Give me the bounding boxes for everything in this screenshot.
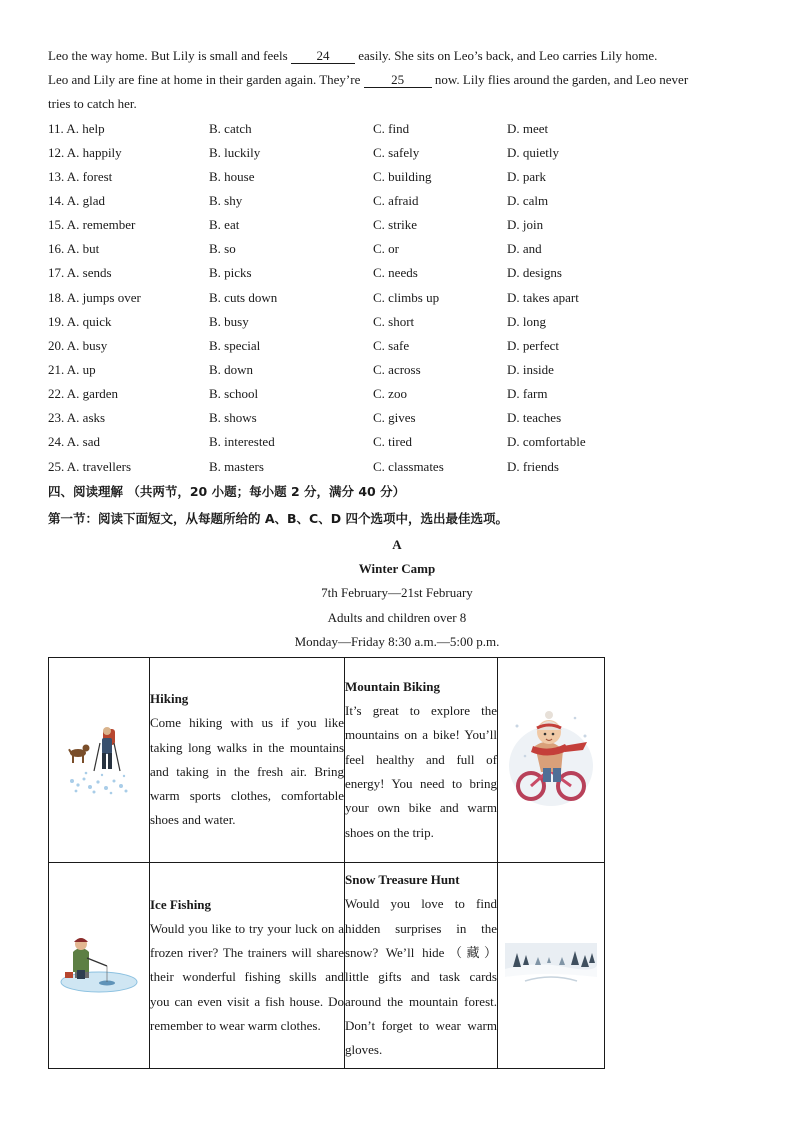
question-row (48, 459, 748, 475)
question-row (48, 410, 748, 426)
hiking-cell (150, 658, 345, 863)
option-c: C. tired (373, 434, 412, 449)
option-d: D. perfect (507, 338, 559, 353)
option-c: C. classmates (373, 459, 444, 474)
option-c: C. building (373, 169, 432, 184)
fishing-image-cell (49, 863, 150, 1069)
option-b: B. house (209, 169, 255, 184)
option-a: 12. A. happily (48, 145, 122, 160)
section-heading: 四、阅读理解 （共两节，20 小题；每小题 2 分，满分 40 分） (48, 484, 406, 499)
option-b: B. picks (209, 265, 252, 280)
passage-text: easily. She sits on Leo’s back, and Leo carries Lily home. (354, 48, 658, 63)
option-d: D. inside (507, 362, 554, 377)
passage-text: now. Lily flies around the garden, and Leo never (431, 72, 689, 87)
option-d: D. designs (507, 265, 562, 280)
option-c: C. find (373, 121, 410, 136)
option-b: B. eat (209, 217, 240, 232)
option-c: C. climbs up (373, 290, 440, 305)
option-b: B. masters (209, 459, 264, 474)
option-c: C. across (373, 362, 421, 377)
option-c: C. zoo (373, 386, 407, 401)
table-row (49, 863, 605, 1069)
hiking-image-cell (49, 658, 150, 863)
hunt-body: Would you love to find hidden surprises in the snow? We’ll hide（藏）little gifts and task cards around the mountain forest. Don’t forget to wear warm gloves. (345, 896, 497, 1058)
fishing-body: Would you like to try your luck on a frozen river? The trainers will share their wonderful fishing skills and you can even visit a fish house. Do remember to wear warm clothes. (150, 920, 344, 1033)
child-on-bike-icon (505, 706, 597, 810)
camp-audience: Adults and children over 8 (327, 610, 467, 625)
option-d: D. teaches (507, 410, 562, 425)
question-row (48, 434, 748, 450)
option-d: D. calm (507, 193, 549, 208)
option-a: 11. A. help (48, 121, 105, 136)
option-b: B. school (209, 386, 259, 401)
option-d: D. farm (507, 386, 548, 401)
activities-table (48, 657, 605, 1069)
table-row (49, 658, 605, 863)
biking-image-cell (498, 658, 605, 863)
option-c: C. or (373, 241, 399, 256)
option-d: D. park (507, 169, 546, 184)
question-row (48, 121, 748, 137)
option-c: C. safely (373, 145, 420, 160)
option-b: B. busy (209, 314, 249, 329)
option-c: C. needs (373, 265, 418, 280)
passage-line-2 (48, 72, 688, 88)
option-d: D. meet (507, 121, 549, 136)
hunt-image-cell (498, 863, 605, 1069)
option-c: C. safe (373, 338, 410, 353)
option-c: C. afraid (373, 193, 419, 208)
option-d: D. and (507, 241, 542, 256)
question-row (48, 145, 748, 161)
option-a: 21. A. up (48, 362, 96, 377)
option-b: B. down (209, 362, 254, 377)
blank-25: 25 (364, 73, 432, 88)
question-row (48, 386, 748, 402)
hunt-title: Snow Treasure Hunt (345, 872, 460, 888)
option-a: 17. A. sends (48, 265, 112, 280)
passage-text: Leo and Lily are fine at home in their garden again. They’re (48, 72, 364, 87)
option-d: D. friends (507, 459, 559, 474)
option-b: B. luckily (209, 145, 261, 160)
question-row (48, 265, 748, 281)
option-a: 16. A. but (48, 241, 100, 256)
article-title: Winter Camp (358, 561, 436, 576)
option-b: B. shows (209, 410, 257, 425)
option-b: B. interested (209, 434, 275, 449)
question-row (48, 169, 748, 185)
question-row (48, 217, 748, 233)
article-letter: A (392, 537, 402, 552)
option-d: D. comfortable (507, 434, 586, 449)
option-a: 24. A. sad (48, 434, 100, 449)
option-d: D. quietly (507, 145, 559, 160)
ice-fisher-icon (57, 932, 141, 996)
option-b: B. cuts down (209, 290, 278, 305)
biking-title: Mountain Biking (345, 679, 441, 695)
option-a: 15. A. remember (48, 217, 136, 232)
blank-24: 24 (291, 49, 355, 64)
option-a: 19. A. quick (48, 314, 112, 329)
camp-dates: 7th February—21st February (321, 585, 473, 600)
biking-cell (345, 658, 498, 863)
fishing-title: Ice Fishing (150, 896, 212, 912)
passage-text: Leo the way home. But Lily is small and feels (48, 48, 291, 63)
question-row (48, 314, 748, 330)
option-d: D. join (507, 217, 544, 232)
option-b: B. catch (209, 121, 252, 136)
option-b: B. special (209, 338, 261, 353)
hiker-with-dog-icon (64, 721, 134, 795)
passage-line-3: tries to catch her. (48, 96, 137, 111)
hiking-body: Come hiking with us if you like taking long walks in the mountains and taking in the fresh air. Bring warm sports clothes, comfortable shoes and water. (150, 715, 344, 828)
option-a: 20. A. busy (48, 338, 108, 353)
question-row (48, 362, 748, 378)
option-a: 18. A. jumps over (48, 290, 141, 305)
question-row (48, 241, 748, 257)
option-d: D. long (507, 314, 546, 329)
option-b: B. shy (209, 193, 243, 208)
option-c: C. gives (373, 410, 416, 425)
hiking-title: Hiking (150, 691, 189, 707)
question-row (48, 290, 748, 306)
biking-body: It’s great to explore the mountains on a bike! You’ll feel healthy and full of energy! You need to bring your own bike and warm shoes on the trip. (345, 703, 497, 840)
option-c: C. short (373, 314, 415, 329)
option-d: D. takes apart (507, 290, 579, 305)
fishing-cell (150, 863, 345, 1069)
option-b: B. so (209, 241, 236, 256)
question-row (48, 338, 748, 354)
option-a: 25. A. travellers (48, 459, 132, 474)
hunt-cell (345, 863, 498, 1069)
passage-line-1 (48, 48, 657, 64)
camp-hours: Monday—Friday 8:30 a.m.—5:00 p.m. (294, 634, 500, 649)
snowy-forest-icon (505, 943, 597, 985)
question-row (48, 193, 748, 209)
option-c: C. strike (373, 217, 418, 232)
option-a: 23. A. asks (48, 410, 106, 425)
option-a: 13. A. forest (48, 169, 113, 184)
option-a: 14. A. glad (48, 193, 106, 208)
option-a: 22. A. garden (48, 386, 119, 401)
section-instruction: 第一节：阅读下面短文，从每题所给的 A、B、C、D 四个选项中，选出最佳选项。 (48, 511, 508, 526)
